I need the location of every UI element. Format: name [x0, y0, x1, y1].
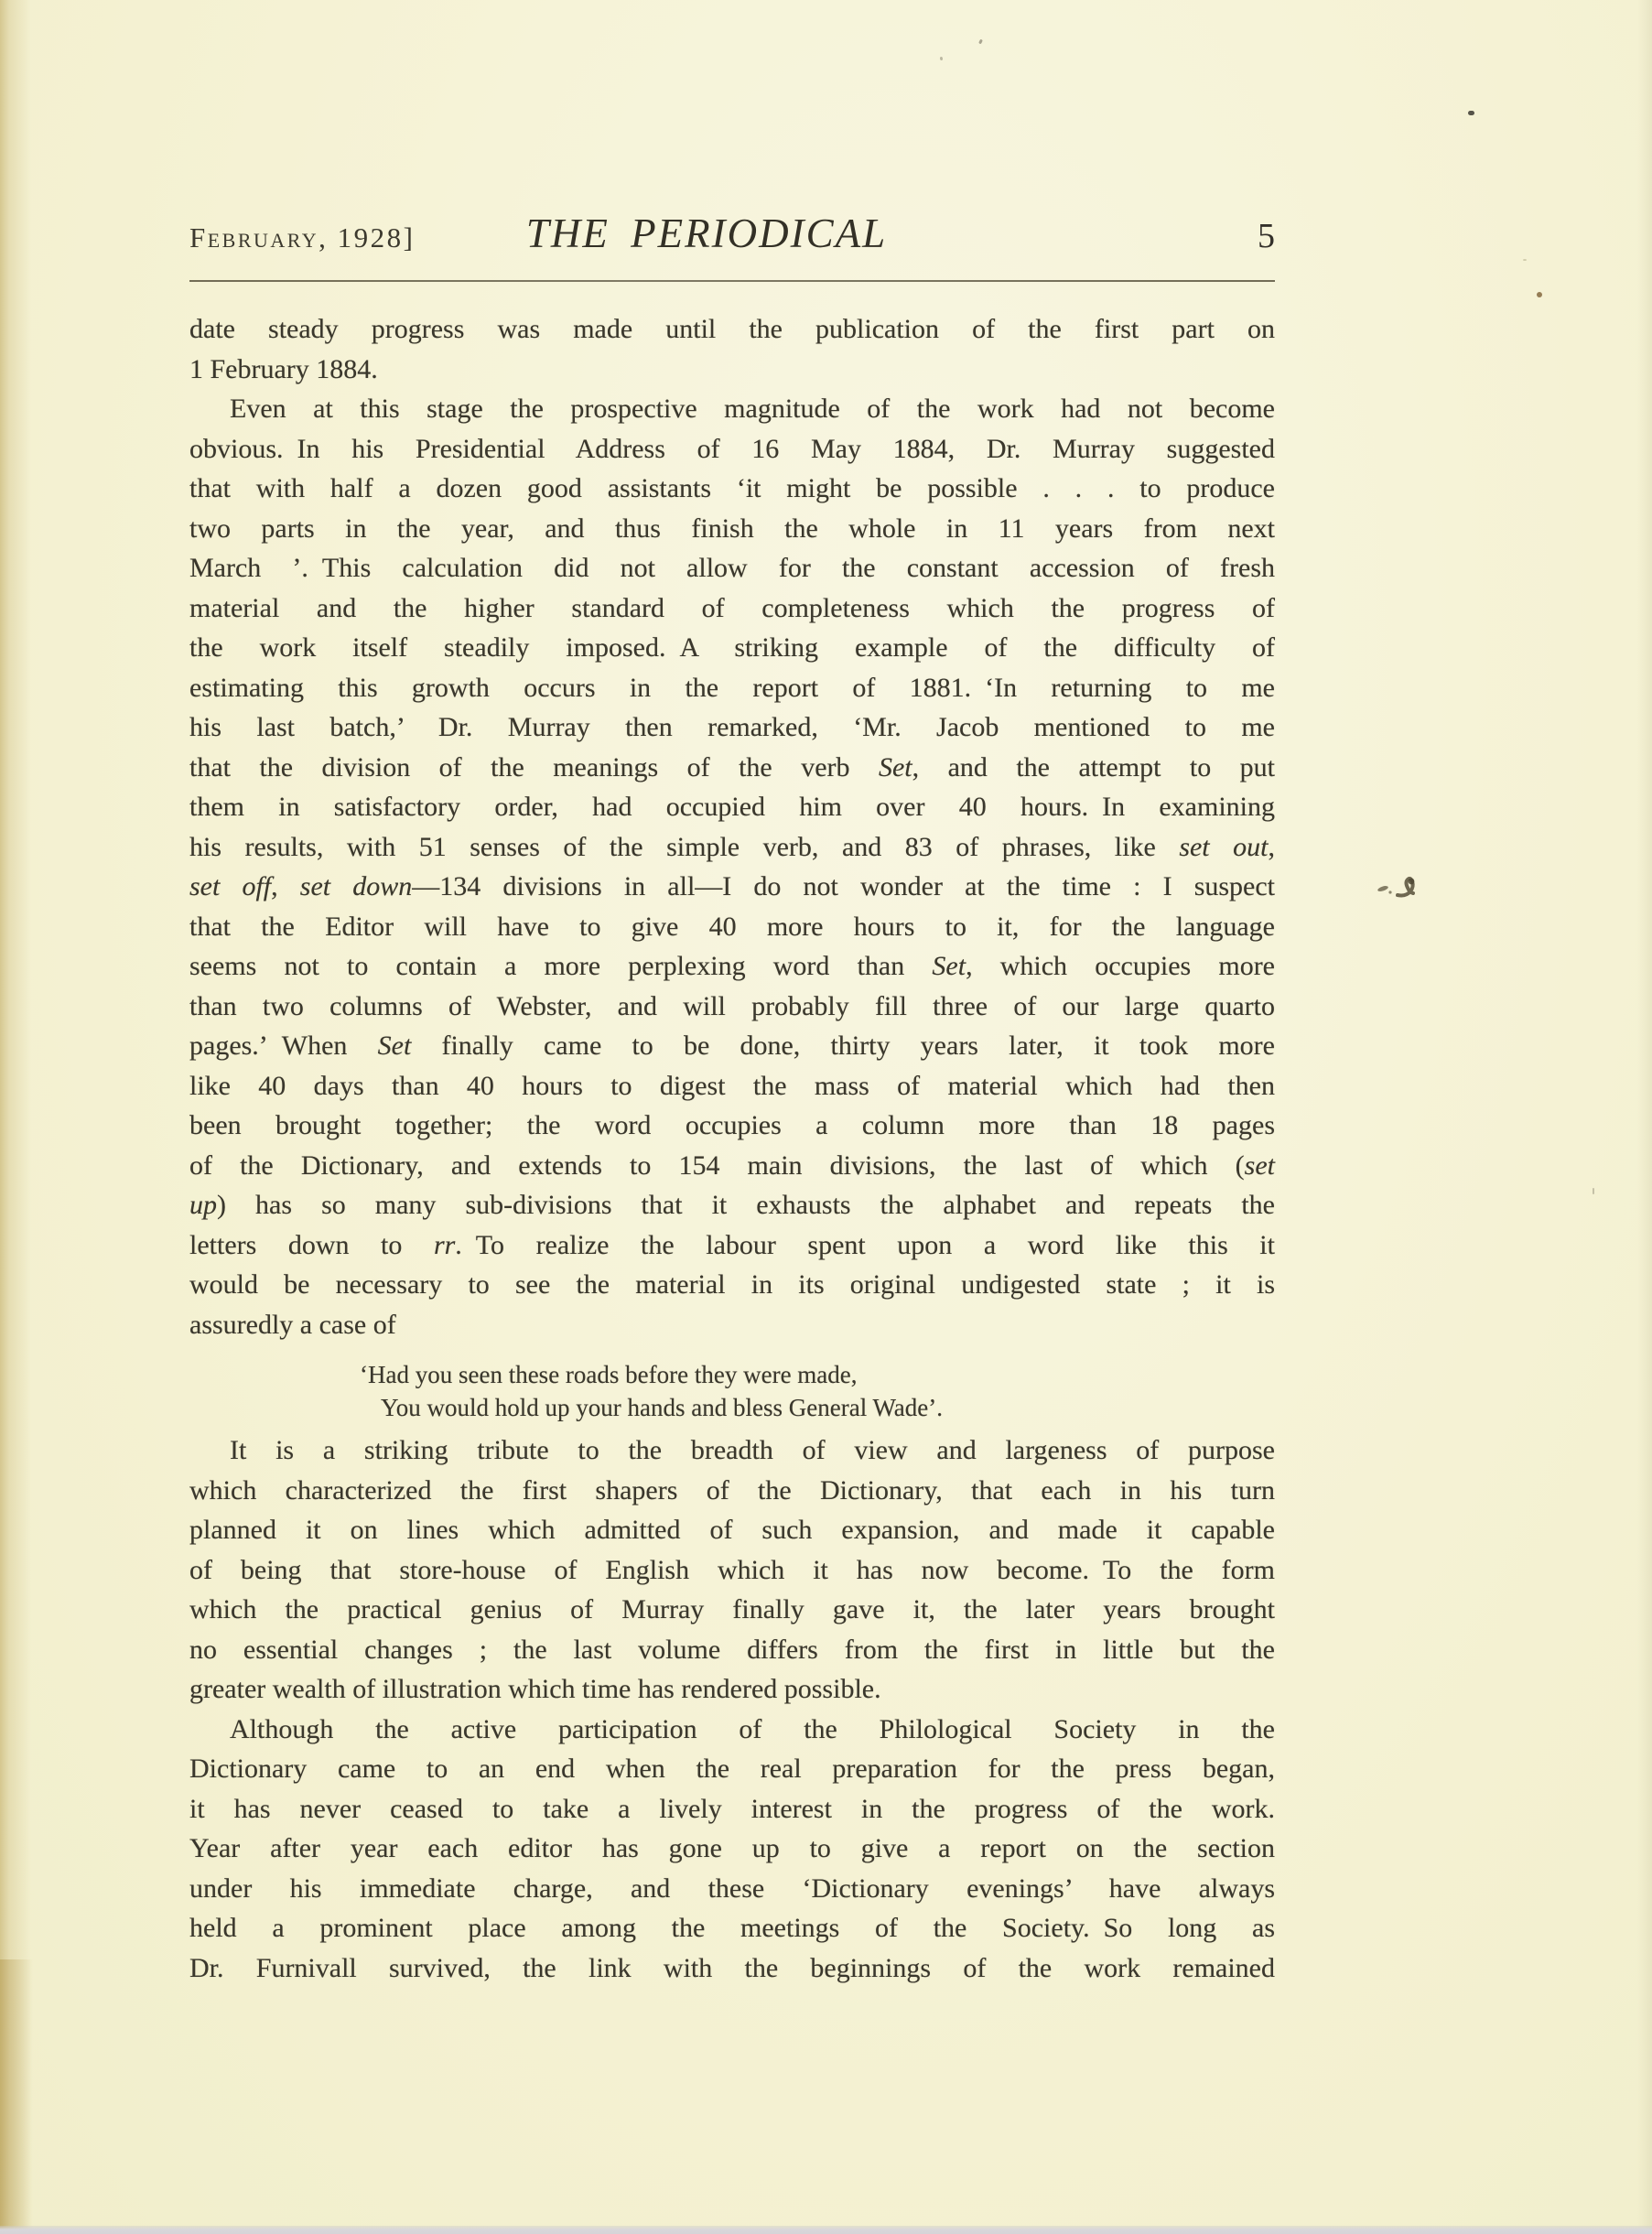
text-line: the work itself steadily imposed. A striking example of the difficulty of [189, 632, 1275, 663]
header-rule [189, 280, 1275, 282]
text-line: assuredly a case of [189, 1309, 396, 1340]
text-line: material and the higher standard of completeness which the progress of [189, 592, 1275, 623]
journal-title: THE PERIODICAL [525, 210, 888, 256]
text-line: Year after year each editor has gone up to give a report on the section [189, 1833, 1275, 1863]
text-line: It is a striking tribute to the breadth of view and largeness of purpose [230, 1435, 1275, 1465]
text-line: Dictionary came to an end when the real preparation for the press began, [189, 1754, 1275, 1784]
text-line: his results, with 51 senses of the simple verb, and 83 of phrases, like set out, [189, 831, 1275, 862]
text-line: than two columns of Webster, and will probably fill three of our large quarto [189, 990, 1275, 1021]
paper-left-edge-shadow [0, 0, 31, 2234]
verse-line: ‘Had you seen these roads before they were made, [360, 1361, 858, 1388]
text-line: planned it on lines which admitted of such expansion, and made it capable [189, 1515, 1275, 1545]
text-line: held a prominent place among the meetings of the Society. So long as [189, 1913, 1275, 1943]
page-number: 5 [1258, 217, 1275, 255]
text-line: March ’. This calculation did not allow for the constant accession of fresh [189, 553, 1275, 583]
scan-speck [1468, 111, 1474, 115]
text-line: Although the active participation of the Philological Society in the [230, 1713, 1275, 1744]
scan-speck [1537, 292, 1542, 297]
text-line: two parts in the year, and thus finish the whole in 11 years from next [189, 513, 1275, 544]
text-line: them in satisfactory order, had occupied him over 40 hours. In examining [189, 792, 1275, 822]
text-line: letters down to rr. To realize the labour spent upon a word like this it [189, 1229, 1275, 1260]
issue-date: February, 1928] [189, 221, 416, 254]
text-line: of the Dictionary, and extends to 154 main divisions, the last of which (set [189, 1149, 1275, 1181]
text-line: estimating this growth occurs in the report of 1881. ‘In returning to me [189, 672, 1275, 703]
text-line: seems not to contain a more perplexing word than Set, which occupies more [189, 951, 1275, 981]
text-line: Even at this stage the prospective magnitude of the work had not become [230, 394, 1275, 424]
text-line: that the division of the meanings of the verb Set, and the attempt to put [189, 751, 1275, 782]
text-line: greater wealth of illustration which time has rendered possible. [189, 1674, 881, 1704]
text-line: been brought together; the word occupies a column more than 18 pages [189, 1110, 1275, 1140]
scan-speck [1593, 1188, 1594, 1194]
text-line: pages.’ When Set finally came to be done, thirty years later, it took more [189, 1031, 1275, 1061]
body-text [189, 309, 1275, 1988]
text-line: under his immediate charge, and these ‘Dictionary evenings’ have always [189, 1872, 1275, 1904]
verse-line: You would hold up your hands and bless General Wade’. [381, 1394, 943, 1421]
text-line: would be necessary to see the material in its original undigested state ; it is [189, 1269, 1275, 1300]
text-line: set off, set down—134 divisions in all—I do not wonder at the time : I suspect [189, 871, 1276, 901]
scan-speck [1523, 259, 1527, 261]
text-line: it has never ceased to take a lively interest in the progress of the work. [189, 1793, 1275, 1824]
text-line: which the practical genius of Murray finally gave it, the later years brought [189, 1594, 1275, 1624]
text-line: like 40 days than 40 hours to digest the mass of material which had then [189, 1070, 1275, 1101]
text-line: Dr. Furnivall survived, the link with the beginnings of the work remained [189, 1952, 1275, 1983]
text-line: date steady progress was made until the publication of the first part on [189, 314, 1275, 344]
text-line: which characterized the first shapers of the Dictionary, that each in his turn [189, 1474, 1275, 1506]
text-line: obvious. In his Presidential Address of 16 May 1884, Dr. Murray suggested [189, 433, 1275, 464]
text-line: that the Editor will have to give 40 more hours to it, for the language [189, 911, 1275, 942]
text-line: his last batch,’ Dr. Murray then remarked, ‘Mr. Jacob mentioned to me [189, 712, 1275, 742]
scan-speck [940, 57, 944, 60]
scan-speck [978, 39, 983, 45]
text-line: of being that store-house of English which it has now become. To the form [189, 1554, 1275, 1585]
text-line: up) has so many sub-divisions that it exhausts the alphabet and repeats the [189, 1190, 1275, 1220]
scan-bottom-edge [0, 2226, 1652, 2234]
paper-right-edge-shadow [1637, 0, 1652, 2234]
margin-ink-mark [1375, 869, 1422, 906]
text-line: that with half a dozen good assistants ‘it might be possible . . . to produce [189, 473, 1275, 503]
text-line: 1 February 1884. [189, 353, 378, 384]
paper-left-bottom-shadow [0, 1959, 37, 2234]
running-head [189, 210, 1275, 257]
text-line: no essential changes ; the last volume differs from the first in little but the [189, 1634, 1275, 1665]
